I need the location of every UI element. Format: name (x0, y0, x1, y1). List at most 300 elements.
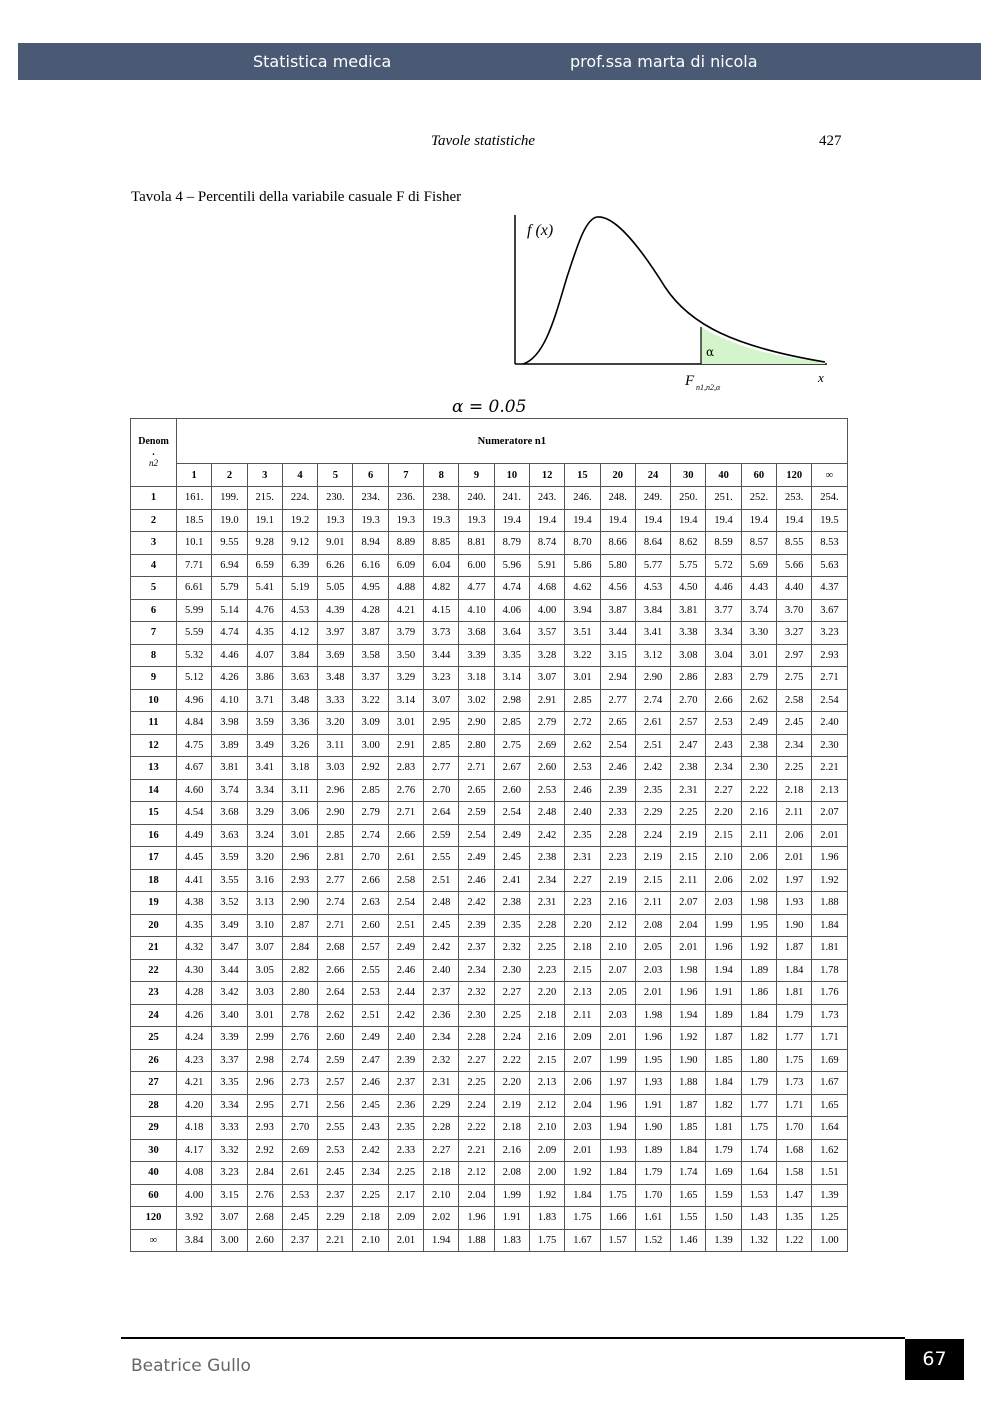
table-cell: 3.81 (671, 599, 706, 622)
table-cell: 2.21 (812, 757, 847, 780)
table-row (131, 532, 848, 555)
denominator-row-header: 23 (131, 982, 177, 1005)
table-cell: 1.79 (741, 1072, 776, 1095)
table-cell: 2.47 (353, 1049, 388, 1072)
denominator-row-header: 26 (131, 1049, 177, 1072)
table-cell: 2.01 (600, 1027, 635, 1050)
numerator-column-header: 3 (247, 464, 282, 487)
table-cell: 2.85 (353, 779, 388, 802)
table-cell: 3.01 (282, 824, 317, 847)
table-cell: 2.34 (424, 1027, 459, 1050)
table-cell: 2.27 (424, 1139, 459, 1162)
table-cell: 1.84 (812, 914, 847, 937)
table-cell: 2.96 (318, 779, 353, 802)
table-cell: 3.41 (247, 757, 282, 780)
table-cell: 2.70 (282, 1117, 317, 1140)
table-cell: 2.60 (247, 1229, 282, 1252)
table-cell: 2.90 (635, 667, 670, 690)
table-cell: 4.74 (494, 577, 529, 600)
table-cell: 3.00 (353, 734, 388, 757)
table-cell: 1.92 (529, 1184, 564, 1207)
table-cell: 1.80 (741, 1049, 776, 1072)
table-cell: 3.84 (635, 599, 670, 622)
table-cell: 2.51 (424, 869, 459, 892)
table-cell: 2.79 (353, 802, 388, 825)
table-cell: 4.10 (212, 689, 247, 712)
table-cell: 2.09 (529, 1139, 564, 1162)
table-cell: 2.15 (529, 1049, 564, 1072)
table-cell: 2.83 (706, 667, 741, 690)
table-cell: 3.15 (212, 1184, 247, 1207)
table-cell: 1.99 (600, 1049, 635, 1072)
table-cell: 2.49 (494, 824, 529, 847)
table-cell: 3.29 (247, 802, 282, 825)
table-cell: 4.46 (212, 644, 247, 667)
table-cell: 2.23 (565, 892, 600, 915)
table-cell: 3.15 (600, 644, 635, 667)
table-cell: 19.4 (565, 509, 600, 532)
table-cell: 19.3 (424, 509, 459, 532)
table-cell: 2.08 (494, 1162, 529, 1185)
table-cell: 1.84 (565, 1184, 600, 1207)
table-cell: 2.49 (459, 847, 494, 870)
numerator-column-header: 4 (282, 464, 317, 487)
table-cell: 3.07 (529, 667, 564, 690)
table-cell: 4.45 (177, 847, 212, 870)
denom-header-line-1: Denom (138, 436, 169, 447)
table-cell: 2.22 (494, 1049, 529, 1072)
table-cell: 19.4 (494, 509, 529, 532)
denominator-row-header: 25 (131, 1027, 177, 1050)
table-cell: 3.33 (318, 689, 353, 712)
table-title: Tavola 4 – Percentili della variabile casuale F di Fisher (131, 189, 462, 205)
table-cell: 2.15 (671, 847, 706, 870)
table-cell: 2.03 (600, 1004, 635, 1027)
table-cell: 2.30 (741, 757, 776, 780)
table-cell: 2.11 (565, 1004, 600, 1027)
table-cell: 3.92 (177, 1207, 212, 1230)
table-cell: 2.40 (424, 959, 459, 982)
table-cell: 199. (212, 487, 247, 510)
table-cell: 2.37 (459, 937, 494, 960)
table-cell: 4.07 (247, 644, 282, 667)
table-cell: 2.65 (600, 712, 635, 735)
table-cell: 4.49 (177, 824, 212, 847)
table-cell: 4.40 (777, 577, 812, 600)
table-cell: 2.01 (777, 847, 812, 870)
table-cell: 1.59 (706, 1184, 741, 1207)
table-cell: 2.70 (424, 779, 459, 802)
numerator-column-header: 7 (388, 464, 423, 487)
table-cell: 1.89 (635, 1139, 670, 1162)
table-cell: 3.13 (247, 892, 282, 915)
table-cell: 252. (741, 487, 776, 510)
table-cell: 3.94 (565, 599, 600, 622)
table-cell: 5.77 (635, 554, 670, 577)
table-cell: 2.55 (353, 959, 388, 982)
table-cell: 2.03 (565, 1117, 600, 1140)
table-cell: 2.62 (565, 734, 600, 757)
table-cell: 2.28 (529, 914, 564, 937)
table-cell: 1.75 (741, 1117, 776, 1140)
table-cell: 1.81 (706, 1117, 741, 1140)
table-cell: 2.74 (635, 689, 670, 712)
table-cell: 3.58 (353, 644, 388, 667)
denominator-row-header: 20 (131, 914, 177, 937)
table-cell: 1.96 (635, 1027, 670, 1050)
table-cell: 2.45 (424, 914, 459, 937)
figure-quantile-subscript: n1,n2,α (696, 383, 721, 392)
table-cell: 2.70 (671, 689, 706, 712)
table-row (131, 1229, 848, 1252)
table-cell: 2.11 (635, 892, 670, 915)
table-cell: 2.44 (388, 982, 423, 1005)
table-cell: 3.14 (494, 667, 529, 690)
table-cell: 8.85 (424, 532, 459, 555)
table-cell: 1.82 (741, 1027, 776, 1050)
table-cell: 2.18 (777, 779, 812, 802)
denominator-row-header: 1 (131, 487, 177, 510)
table-cell: 4.17 (177, 1139, 212, 1162)
table-row (131, 1027, 848, 1050)
table-cell: 3.84 (282, 644, 317, 667)
table-cell: 236. (388, 487, 423, 510)
table-cell: 19.3 (388, 509, 423, 532)
table-cell: 3.02 (459, 689, 494, 712)
table-cell: 3.79 (388, 622, 423, 645)
numerator-column-header: 120 (777, 464, 812, 487)
table-cell: 3.44 (600, 622, 635, 645)
table-cell: 1.73 (812, 1004, 847, 1027)
table-cell: 2.63 (353, 892, 388, 915)
table-cell: 3.10 (247, 914, 282, 937)
table-cell: 2.82 (282, 959, 317, 982)
table-cell: 2.71 (388, 802, 423, 825)
table-cell: 2.84 (282, 937, 317, 960)
table-cell: 2.38 (529, 847, 564, 870)
denominator-row-header: 13 (131, 757, 177, 780)
table-cell: 19.4 (635, 509, 670, 532)
table-cell: 246. (565, 487, 600, 510)
table-cell: 2.29 (635, 802, 670, 825)
table-cell: 2.05 (635, 937, 670, 960)
table-cell: 3.23 (812, 622, 847, 645)
table-cell: 2.45 (318, 1162, 353, 1185)
table-cell: 19.4 (529, 509, 564, 532)
table-cell: 1.64 (741, 1162, 776, 1185)
table-cell: 2.47 (671, 734, 706, 757)
denom-header-line-2: . (152, 447, 155, 458)
table-cell: 2.34 (529, 869, 564, 892)
table-cell: 2.07 (671, 892, 706, 915)
table-cell: 2.53 (353, 982, 388, 1005)
table-cell: 7.71 (177, 554, 212, 577)
table-cell: 2.55 (318, 1117, 353, 1140)
table-cell: 3.55 (212, 869, 247, 892)
numerator-column-header: 9 (459, 464, 494, 487)
table-cell: 2.45 (353, 1094, 388, 1117)
table-cell: 1.75 (777, 1049, 812, 1072)
table-cell: 1.67 (812, 1072, 847, 1095)
numerator-column-header: 12 (529, 464, 564, 487)
table-cell: 2.36 (424, 1004, 459, 1027)
table-cell: 2.07 (812, 802, 847, 825)
table-cell: 10.1 (177, 532, 212, 555)
table-cell: 3.42 (212, 982, 247, 1005)
table-cell: 2.35 (635, 779, 670, 802)
table-cell: 2.84 (247, 1162, 282, 1185)
table-cell: 2.57 (353, 937, 388, 960)
table-cell: 2.61 (282, 1162, 317, 1185)
denominator-row-header: 29 (131, 1117, 177, 1140)
table-cell: 2.48 (529, 802, 564, 825)
table-cell: 2.34 (459, 959, 494, 982)
density-curve (523, 217, 825, 364)
table-cell: 2.45 (282, 1207, 317, 1230)
table-cell: 2.66 (706, 689, 741, 712)
table-cell: 2.29 (318, 1207, 353, 1230)
table-cell: 3.29 (388, 667, 423, 690)
table-cell: 4.76 (247, 599, 282, 622)
table-cell: 1.58 (777, 1162, 812, 1185)
denominator-row-header: 18 (131, 869, 177, 892)
table-row (131, 644, 848, 667)
table-cell: 2.04 (671, 914, 706, 937)
table-cell: 2.38 (494, 892, 529, 915)
table-cell: 2.29 (424, 1094, 459, 1117)
table-cell: 2.24 (459, 1094, 494, 1117)
table-cell: 2.81 (318, 847, 353, 870)
table-cell: 4.96 (177, 689, 212, 712)
table-cell: 2.60 (318, 1027, 353, 1050)
table-cell: 2.01 (388, 1229, 423, 1252)
table-cell: 2.74 (282, 1049, 317, 1072)
table-cell: 3.59 (212, 847, 247, 870)
table-cell: 3.14 (388, 689, 423, 712)
table-cell: 1.84 (671, 1139, 706, 1162)
table-cell: 2.90 (459, 712, 494, 735)
table-cell: 2.53 (565, 757, 600, 780)
table-cell: 2.18 (353, 1207, 388, 1230)
table-cell: 4.53 (635, 577, 670, 600)
table-cell: 1.93 (635, 1072, 670, 1095)
table-cell: 2.33 (388, 1139, 423, 1162)
table-cell: 5.66 (777, 554, 812, 577)
table-cell: 3.33 (212, 1117, 247, 1140)
table-cell: 2.06 (565, 1072, 600, 1095)
table-cell: 2.34 (777, 734, 812, 757)
table-row (131, 847, 848, 870)
table-cell: 2.18 (529, 1004, 564, 1027)
table-cell: 8.62 (671, 532, 706, 555)
table-cell: 8.55 (777, 532, 812, 555)
table-cell: 2.98 (494, 689, 529, 712)
table-cell: 3.51 (565, 622, 600, 645)
table-cell: 3.23 (212, 1162, 247, 1185)
table-cell: 2.17 (388, 1184, 423, 1207)
table-cell: 3.40 (212, 1004, 247, 1027)
table-cell: 2.96 (282, 847, 317, 870)
table-cell: 2.39 (459, 914, 494, 937)
numerator-column-header: 5 (318, 464, 353, 487)
table-cell: 3.39 (459, 644, 494, 667)
table-cell: 9.28 (247, 532, 282, 555)
table-cell: 3.49 (212, 914, 247, 937)
denominator-row-header: 9 (131, 667, 177, 690)
table-cell: 2.24 (635, 824, 670, 847)
table-cell: 1.57 (600, 1229, 635, 1252)
table-cell: 5.32 (177, 644, 212, 667)
table-cell: 2.54 (812, 689, 847, 712)
denominator-row-header: 30 (131, 1139, 177, 1162)
table-cell: 1.65 (671, 1184, 706, 1207)
table-cell: 3.09 (353, 712, 388, 735)
table-cell: 4.28 (353, 599, 388, 622)
table-cell: 3.16 (247, 869, 282, 892)
table-cell: 2.42 (353, 1139, 388, 1162)
table-cell: 2.16 (529, 1027, 564, 1050)
table-cell: 6.04 (424, 554, 459, 577)
table-cell: 254. (812, 487, 847, 510)
table-cell: 2.66 (318, 959, 353, 982)
table-cell: 2.35 (565, 824, 600, 847)
table-row (131, 487, 848, 510)
table-cell: 2.27 (565, 869, 600, 892)
table-cell: 3.49 (247, 734, 282, 757)
table-cell: 241. (494, 487, 529, 510)
numerator-column-header: 15 (565, 464, 600, 487)
denominator-row-header: 24 (131, 1004, 177, 1027)
table-cell: 3.87 (600, 599, 635, 622)
table-cell: 2.10 (529, 1117, 564, 1140)
table-cell: 1.69 (812, 1049, 847, 1072)
table-cell: 1.55 (671, 1207, 706, 1230)
table-cell: 2.51 (353, 1004, 388, 1027)
denominator-row-header: 8 (131, 644, 177, 667)
table-cell: 2.12 (600, 914, 635, 937)
table-cell: 3.04 (706, 644, 741, 667)
table-cell: 2.54 (388, 892, 423, 915)
table-cell: 2.59 (424, 824, 459, 847)
table-cell: 1.79 (635, 1162, 670, 1185)
table-cell: 2.28 (600, 824, 635, 847)
table-cell: 2.96 (247, 1072, 282, 1095)
table-cell: 2.78 (282, 1004, 317, 1027)
table-cell: 8.53 (812, 532, 847, 555)
table-cell: 2.09 (388, 1207, 423, 1230)
denominator-row-header: 2 (131, 509, 177, 532)
table-cell: 4.68 (529, 577, 564, 600)
table-cell: 2.95 (247, 1094, 282, 1117)
table-cell: 9.55 (212, 532, 247, 555)
table-cell: 3.71 (247, 689, 282, 712)
table-cell: 2.85 (424, 734, 459, 757)
table-cell: 2.32 (494, 937, 529, 960)
denominator-row-header: 17 (131, 847, 177, 870)
table-cell: 2.30 (812, 734, 847, 757)
table-cell: 2.60 (529, 757, 564, 780)
table-cell: 2.19 (635, 847, 670, 870)
table-cell: 1.22 (777, 1229, 812, 1252)
denominator-row-header: 19 (131, 892, 177, 915)
table-row (131, 937, 848, 960)
table-cell: 1.81 (812, 937, 847, 960)
table-cell: 2.76 (282, 1027, 317, 1050)
table-cell: 2.06 (706, 869, 741, 892)
table-cell: 2.43 (353, 1117, 388, 1140)
table-cell: 1.74 (741, 1139, 776, 1162)
table-row (131, 712, 848, 735)
table-cell: 2.22 (741, 779, 776, 802)
table-cell: 1.96 (671, 982, 706, 1005)
table-cell: 2.76 (388, 779, 423, 802)
table-cell: 1.71 (777, 1094, 812, 1117)
table-cell: 1.87 (777, 937, 812, 960)
table-cell: 1.70 (777, 1117, 812, 1140)
table-cell: 2.77 (424, 757, 459, 780)
table-cell: 1.92 (812, 869, 847, 892)
table-cell: 19.4 (741, 509, 776, 532)
table-cell: 19.2 (282, 509, 317, 532)
table-cell: 1.65 (812, 1094, 847, 1117)
table-cell: 3.52 (212, 892, 247, 915)
table-row (131, 982, 848, 1005)
table-cell: 1.95 (741, 914, 776, 937)
table-cell: 2.12 (529, 1094, 564, 1117)
table-cell: 4.12 (282, 622, 317, 645)
table-cell: 2.80 (459, 734, 494, 757)
table-cell: 2.30 (459, 1004, 494, 1027)
table-row (131, 667, 848, 690)
table-cell: 2.58 (388, 869, 423, 892)
table-cell: 2.41 (494, 869, 529, 892)
numerator-column-header: 2 (212, 464, 247, 487)
table-cell: 6.00 (459, 554, 494, 577)
table-cell: 2.01 (671, 937, 706, 960)
table-cell: 3.35 (212, 1072, 247, 1095)
table-cell: 1.84 (741, 1004, 776, 1027)
table-cell: 3.11 (282, 779, 317, 802)
table-cell: 1.97 (600, 1072, 635, 1095)
table-cell: 2.20 (706, 802, 741, 825)
table-cell: 2.28 (459, 1027, 494, 1050)
table-cell: 3.70 (777, 599, 812, 622)
table-cell: 2.42 (459, 892, 494, 915)
table-cell: 1.90 (671, 1049, 706, 1072)
table-cell: 2.48 (424, 892, 459, 915)
table-cell: 8.64 (635, 532, 670, 555)
table-cell: 1.69 (706, 1162, 741, 1185)
table-cell: 2.60 (494, 779, 529, 802)
table-cell: 1.39 (812, 1184, 847, 1207)
table-cell: 2.51 (388, 914, 423, 937)
table-cell: 19.1 (247, 509, 282, 532)
table-cell: 1.88 (812, 892, 847, 915)
table-cell: 1.91 (635, 1094, 670, 1117)
table-cell: 1.84 (600, 1162, 635, 1185)
table-cell: 2.85 (318, 824, 353, 847)
table-cell: 1.87 (671, 1094, 706, 1117)
table-cell: 3.84 (177, 1229, 212, 1252)
table-cell: 4.75 (177, 734, 212, 757)
table-cell: 1.96 (600, 1094, 635, 1117)
table-cell: 2.54 (494, 802, 529, 825)
table-cell: 2.92 (353, 757, 388, 780)
denominator-row-header: 40 (131, 1162, 177, 1185)
table-cell: 5.80 (600, 554, 635, 577)
table-row (131, 554, 848, 577)
table-cell: 1.75 (529, 1229, 564, 1252)
